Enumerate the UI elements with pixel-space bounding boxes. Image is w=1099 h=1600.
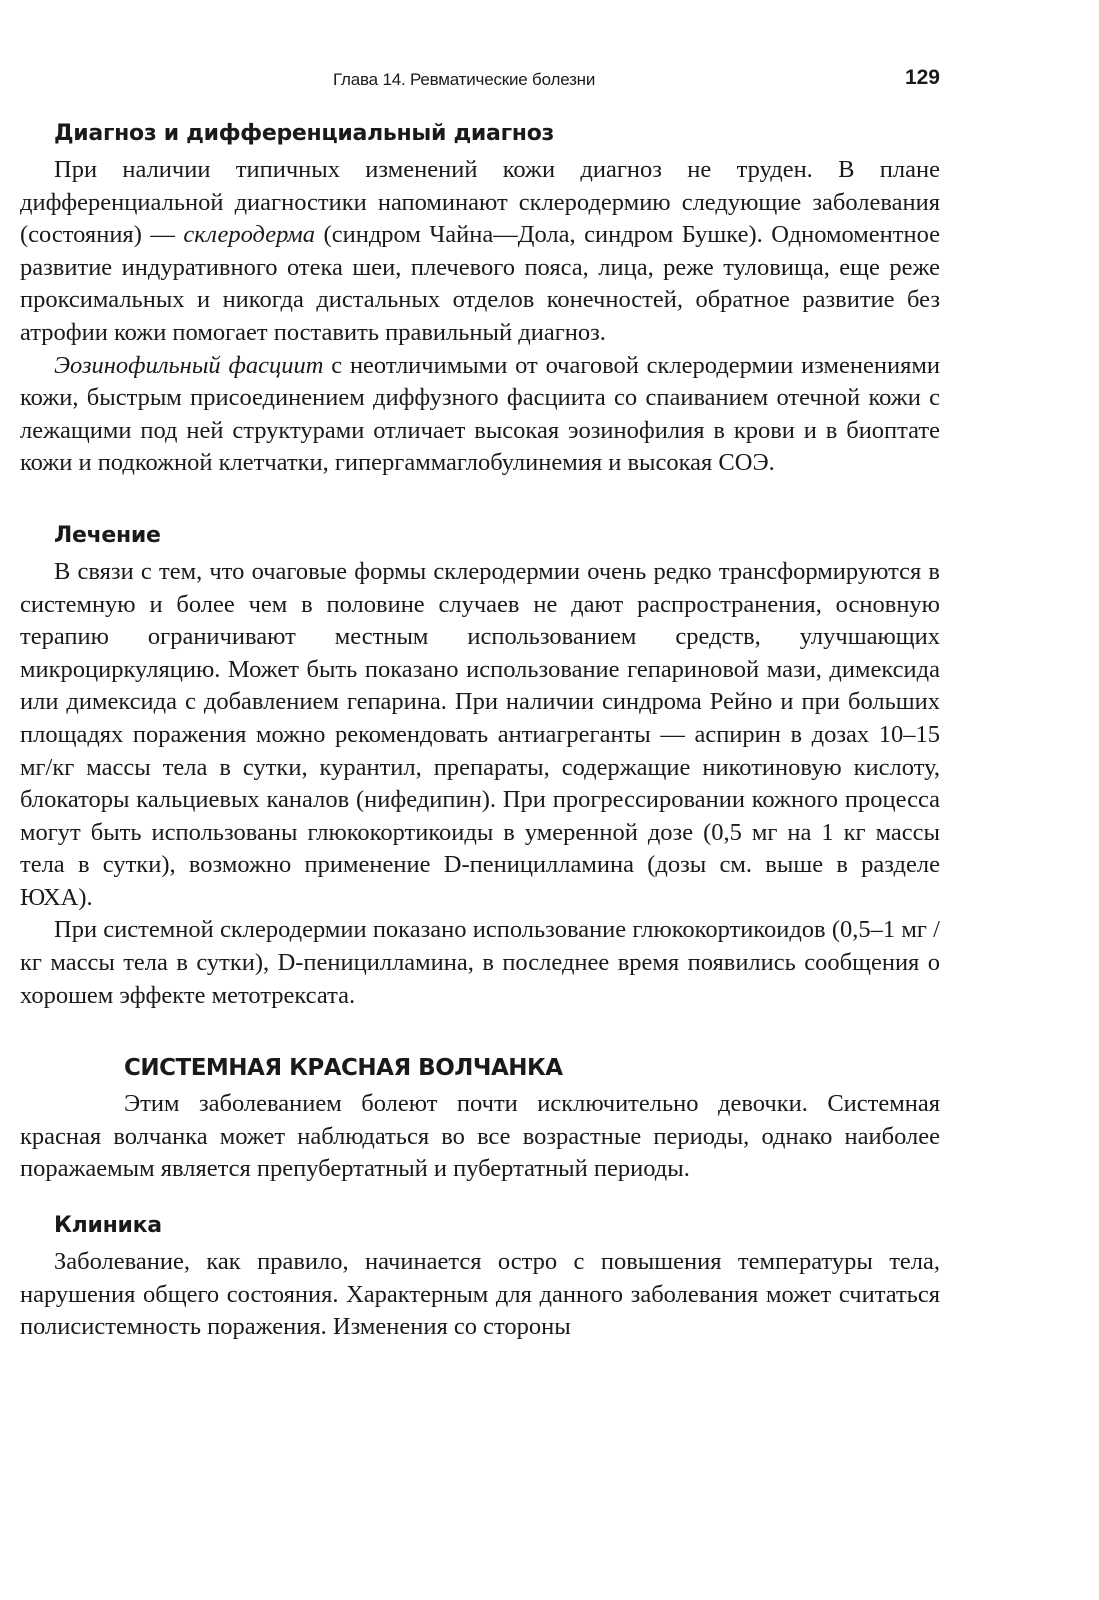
chapter-title: Глава 14. Ревматические болезни <box>333 70 596 89</box>
heading-treatment: Лечение <box>54 522 161 548</box>
term-scleredema: склеродерма <box>183 221 316 249</box>
paragraph-treatment-1: В связи с тем, что очаговые формы склеродермии очень редко трансформируются в системную и более чем в половине случаев не дают распространения, основную терапию ограничивают местным использованием средств, улучшающих микроциркуляцию. Может быть показано использование гепариновой мази, димексида или димексида с добавлением гепарина. При наличии синдрома Рейно и при больших площадях поражения можно рекомендовать антиагреганты — аспирин в дозах 10–15 мг/кг массы тела в сутки, курантил, препараты, содержащие никотиновую кислоту, блокаторы кальциевых каналов (нифедипин). При прогрессировании кожного процесса могут быть использованы глюкокортикоиды в умеренной дозе (0,5 мг на 1 кг массы тела в сутки), возможно применение D-пеницилламина (дозы см. выше в разделе ЮХА). <box>20 557 940 911</box>
paragraph-diagnosis-2: Эозинофильный фасциит с неотличимыми от очаговой склеродермии изменениями кожи, быстрым присоединением диффузного фасциита со спаиванием отечной кожи с лежащими под ней структурами отличает высокая эозинофилия в крови и в биоптате кожи и подкожной клетчатки, гипергаммаглобулинемия и высокая СОЭ. <box>20 351 940 477</box>
running-header <box>20 66 940 96</box>
page-number: 129 <box>904 66 940 89</box>
page-body <box>20 118 940 1344</box>
paragraph-sle-1: Этим заболеванием болеют почти исключительно девочки. Системная красная волчанка может наблюдаться во все возрастные периоды, однако наиболее поражаемым является препубертатный и пубертатный периоды. <box>20 1090 940 1183</box>
heading-sle: СИСТЕМНАЯ КРАСНАЯ ВОЛЧАНКА <box>124 1055 563 1082</box>
paragraph-treatment-2: При системной склеродермии показано использование глюкокортикоидов (0,5–1 мг /кг массы тела в сутки), D-пеницилламина, в последнее время появились сообщения о хорошем эффекте метотрексата. <box>20 916 940 1009</box>
heading-diagnosis: Диагноз и дифференциальный диагноз <box>54 121 554 146</box>
heading-clinic: Клиника <box>54 1213 162 1239</box>
paragraph-clinic-1: Заболевание, как правило, начинается остро с повышения температуры тела, нарушения общего состояния. Характерным для данного заболевания может считаться полисистемность поражения. Изменения со стороны <box>20 1248 940 1341</box>
term-eosinophilic-fasciitis: Эозинофильный фасциит <box>54 351 324 379</box>
paragraph-diagnosis-1: При наличии типичных изменений кожи диагноз не труден. В плане дифференциальной диагностики напоминают склеродермию следующие заболевания (состояния) — склеродерма (синдром Чайна—Дола, синдром Бушке). Одномоментное развитие индуративного отека шеи, плечевого пояса, лица, реже туловища, еще реже проксимальных и никогда дистальных отделов конечностей, обратное развитие без атрофии кожи помогает поставить правильный диагноз. <box>20 156 941 346</box>
